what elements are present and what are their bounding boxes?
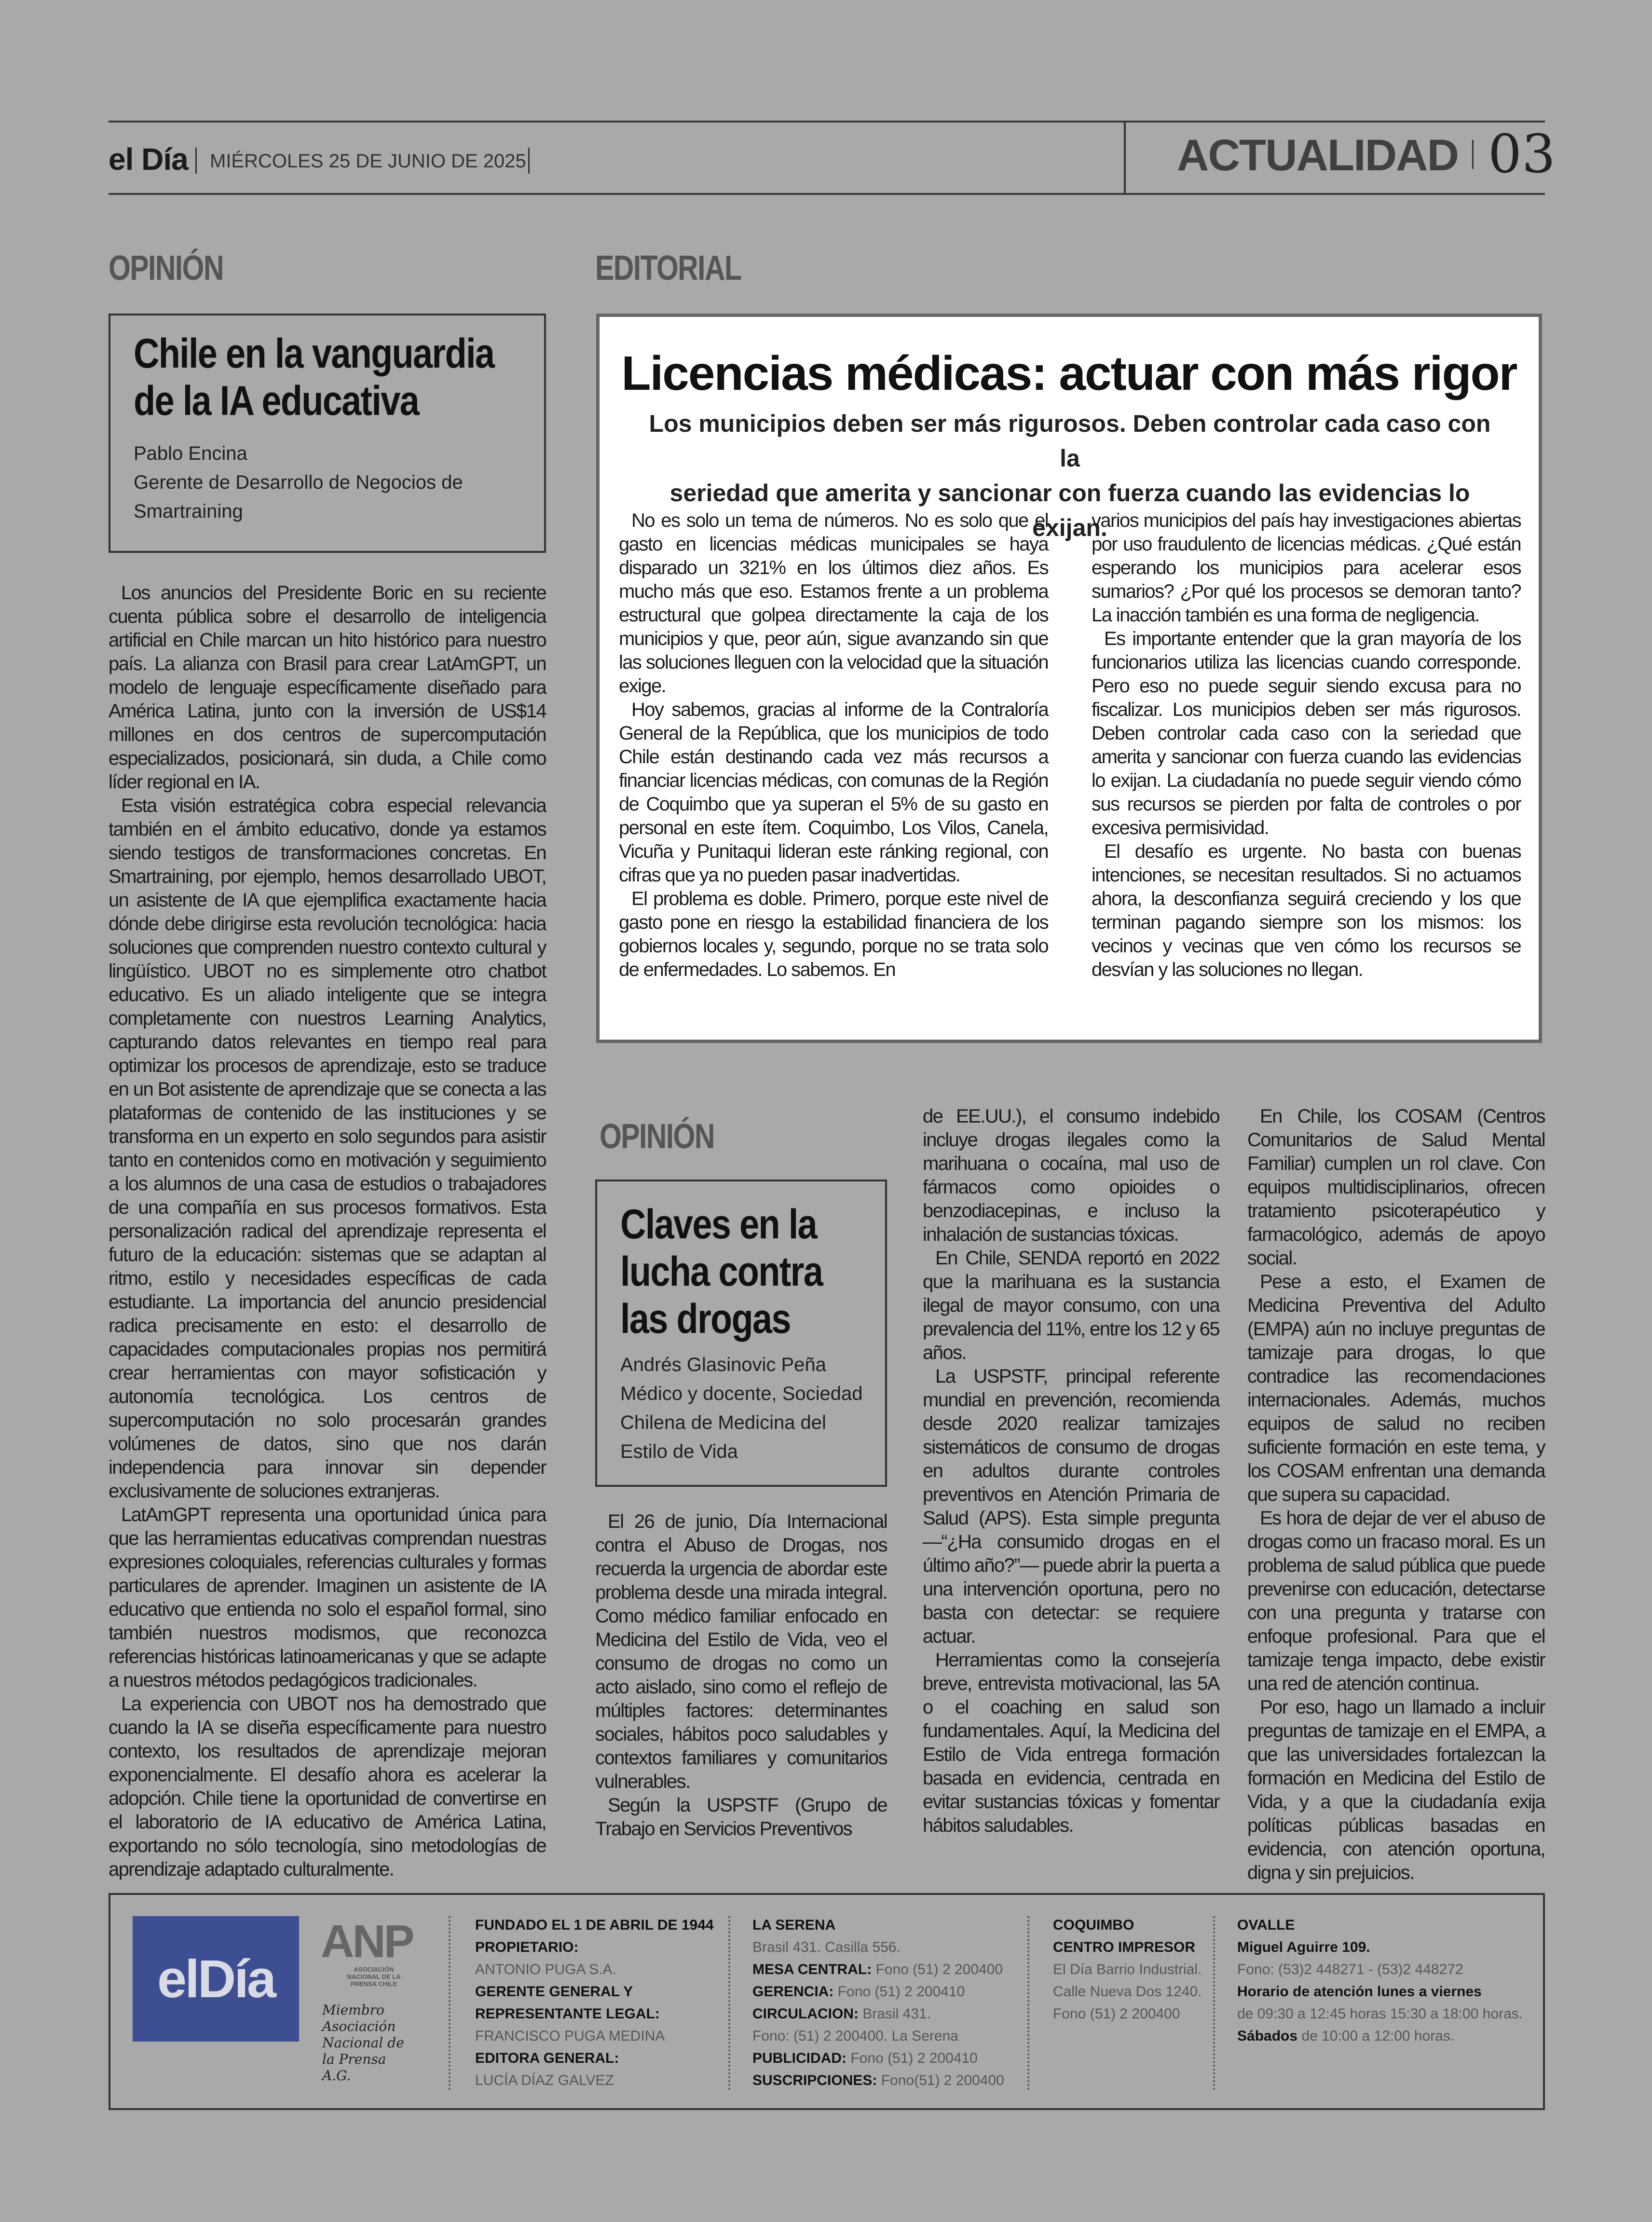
anp-logo: ANP <box>321 1916 413 1967</box>
header-divider <box>1124 122 1126 193</box>
editorial-subtitle: Los municipios deben ser más rigurosos. Deben controlar cada caso con la seriedad que amerita y sancionar con fuerza cuando las evidencias lo exijan. <box>649 410 1491 541</box>
footer-div-2 <box>728 1916 730 2090</box>
anp-subtitle: ASOCIACIÓN NACIONAL DE LA PRENSA CHILE <box>347 1966 401 1988</box>
footer-logo: elDía <box>133 1916 299 2042</box>
opinion2-col3: En Chile, los COSAM (Centros Comunitarios de Salud Mental Familiar) cumplen un rol clave. Con equipos multidisciplinarios, ofrecen tratamiento psicoterapéutico y farmacológico, además de apoyo social. Pese a esto, el Examen de Medicina Preventiva del Adulto (EMPA) aún no incluye preguntas de tamizaje para drogas, lo que contradice las recomendaciones internacionales. Además, muchos equipos de salud no reciben suficiente formación en este tema, y los COSAM enfrentan una demanda que supera su capacidad. Es hora de dejar de ver el abuso de drogas como un fracaso moral. Es un problema de salud pública que puede prevenirse con educación, detectarse con una pregunta y tratarse con enfoque profesional. Para que el tamizaje tenga impacto, debe existir una red de atención continua. Por eso, hago un llamado a incluir preguntas de tamizaje en el EMPA, a que las universidades fortalezcan la formación en Medicina del Estilo de Vida, y a que la ciudadanía exija políticas públicas basadas en evidencia, con atención oportuna, digna y sin prejuicios. <box>1247 1106 1545 1883</box>
opinion2-col1: El 26 de junio, Día Internacional contra el Abuso de Drogas, nos recuerda la urgencia de abordar este problema desde una mirada integral. Como médico familiar enfocado en Medicina del Estilo de Vida, veo el consumo de drogas no como un acto aislado, sino como el reflejo de múltiples factores: determinantes sociales, hábitos poco saludables y contextos familiares y comunitarios vulnerables. Según la USPSTF (Grupo de Trabajo en Servicios Preventivos <box>595 1511 887 1839</box>
opinion1-title: Chile en la vanguardia de la IA educativa <box>134 330 494 424</box>
brand-logo: el Día <box>109 142 188 177</box>
opinion1-body: Los anuncios del Presidente Boric en su reciente cuenta pública sobre el desarrollo de inteligencia artificial en Chile marcan un hito histórico para nuestro país. La alianza con Brasil para crear LatAmGPT, un modelo de lenguaje específicamente diseñado para América Latina, junto con la inversión de US$14 millones en dos centros de supercomputación especializados, posicionará, sin duda, a Chile como líder regional en IA. Esta visión estratégica cobra especial relevancia también en el ámbito educativo, donde ya estamos siendo testigos de transformaciones concretas. En Smartraining, por ejemplo, hemos desarrollado UBOT, un asistente de IA que ejemplifica exactamente hacia dónde debe dirigirse esta revolución tecnológica: hacia soluciones que comprenden nuestro contexto cultural y lingüístico. UBOT no es simplemente otro chatbot educativo. Es un aliado inteligente que se integra completamente con nuestros Learning Analytics, capturando datos relevantes en tiempo real para optimizar los procesos de aprendizaje, esto se traduce en un Bot asistente de aprendizaje que se conecta a las plataformas de contenido de las instituciones y se transforma en un experto en solo segundos para asistir tanto en contenidos como en motivación y seguimiento a los alumnos de una casa de estudios o trabajadores de una compañía en sus procesos formativos. Esta personalización radical del aprendizaje representa el futuro de la educación: sistemas que se adaptan al ritmo, estilo y necesidades específicas de cada estudiante. La importancia del anuncio presidencial radica precisamente en esto: el desarrollo de capacidades computacionales propias nos permitirá crear herramientas con mayor sofisticación y autonomía tecnológica. Los centros de supercomputación no solo procesarán grandes volúmenes de datos, sino que nos darán independencia para innovar sin depender exclusivamente de soluciones extranjeras. LatAmGPT representa una oportunidad única para que las herramientas educativas comprendan nuestras expresiones coloquiales, referencias culturales y formas particulares de aprender. Imaginen un asistente de IA educativo que entienda no solo el español formal, sino también nuestros modismos, que reconozca referencias históricas latinoamericanas y que se adapte a nuestros métodos pedagógicos tradicionales. La experiencia con UBOT nos ha demostrado que cuando la IA se diseña específicamente para nuestro contexto, los resultados de aprendizaje mejoran exponencialmente. El desafío ahora es acelerar la adopción. Chile tiene la oportunidad de convertirse en el laboratorio de IA educativo de América Latina, exportando no sólo tecnología, sino metodologías de aprendizaje adaptado culturalmente. <box>109 582 546 1880</box>
editorial-box <box>596 314 1542 1043</box>
opinion2-author: Andrés Glasinovic Peña <box>620 1354 826 1375</box>
header-top-rule <box>109 121 1545 123</box>
footer-div-1 <box>449 1916 451 2090</box>
editorial-title: Licencias médicas: actuar con más rigor <box>621 346 1517 400</box>
footer-col-laserena: LA SERENA Brasil 431. Casilla 556. MESA CENTRAL: Fono (51) 2 200400 GERENCIA: Fono (51) 2 200410 CIRCULACION: Brasil 431. Fono: (51) 2 200400. La Serena PUBLICIDAD: Fono (51) 2 200410 SUSCRIPCIONES: Fono(51) 2 200400 <box>752 1917 1004 2088</box>
anp-member: Miembro Asociación Nacional de la Prensa A.G. <box>322 2002 404 2084</box>
editorial-kicker: EDITORIAL <box>595 249 741 288</box>
footer-col-founded: FUNDADO EL 1 DE ABRIL DE 1944 PROPIETARIO: ANTONIO PUGA S.A. GERENTE GENERAL Y REPRESENTANTE LEGAL: FRANCISCO PUGA MEDINA EDITORA GENERAL: LUCÍA DÍAZ GALVEZ <box>475 1917 714 2088</box>
opinion1-kicker: OPINIÓN <box>109 249 223 288</box>
opinion2-col2: de EE.UU.), el consumo indebido incluye drogas ilegales como la marihuana o cocaína, mal uso de fármacos como opioides o benzodiacepinas, e incluso la inhalación de sustancias tóxicas. En Chile, SENDA reportó en 2022 que la marihuana es la sustancia ilegal de mayor consumo, con una prevalencia del 11%, entre los 12 y 65 años. La USPSTF, principal referente mundial en prevención, recomienda desde 2020 realizar tamizajes sistemáticos de consumo de drogas en adultos durante controles preventivos en Atención Primaria de Salud (APS). Esta simple pregunta —“¿Ha consumido drogas en el último año?”— puede abrir la puerta a una intervención oportuna, pero no basta con detectar: se requiere actuar. Herramientas como la consejería breve, entrevista motivacional, las 5A o el coaching en salud son fundamentales. Aquí, la Medicina del Estilo de Vida entrega formación basada en evidencia, centrada en evitar sustancias tóxicas y fomentar hábitos saludables. <box>923 1106 1219 1836</box>
opinion2-kicker: OPINIÓN <box>600 1117 714 1156</box>
header-bottom-rule <box>109 193 1545 195</box>
footer-div-4 <box>1213 1916 1215 2090</box>
opinion1-author: Pablo Encina <box>134 443 247 464</box>
section-title: ACTUALIDAD <box>1177 131 1459 180</box>
header-sep-1 <box>195 148 197 174</box>
header-sep-2 <box>528 148 530 174</box>
footer-col-coquimbo: COQUIMBO CENTRO IMPRESOR El Día Barrio Industrial. Calle Nueva Dos 1240. Fono (51) 2 200400 <box>1053 1917 1202 2022</box>
opinion2-title-box <box>595 1180 887 1487</box>
page-number: 03 <box>1488 123 1556 185</box>
opinion1-byline: Pablo Encina Gerente de Desarrollo de Negocios de Smartraining <box>134 439 529 526</box>
editorial-col2: varios municipios del país hay investigaciones abiertas por uso fraudulento de licencias médicas. ¿Qué están esperando los municipios para acelerar esos sumarios? ¿Por qué los procesos se demoran tanto? La inacción también es una forma de negligencia. Es importante entender que la gran mayoría de los funcionarios utiliza las licencias cuando corresponde. Pero eso no puede seguir siendo excusa para no fiscalizar. Los municipios deben ser más rigurosos. Deben controlar cada caso con la seriedad que amerita y sancionar con fuerza cuando las evidencias lo exijan. La ciudadanía no puede seguir viendo cómo sus recursos se pierden por falta de controles o por excesiva permisividad. El desafío es urgente. No basta con buenas intenciones, se necesitan resultados. Si no actuamos ahora, la desconfianza seguirá creciendo y los que terminan pagando siempre son los mismos: los vecinos y vecinas que ven cómo los recursos se desvían y las soluciones no llegan. <box>1092 510 1521 980</box>
editorial-col1: No es solo un tema de números. No es solo que el gasto en licencias médicas municipales se haya disparado un 321% en los últimos diez años. Es mucho más que eso. Estamos frente a un problema estructural que golpea directamente la caja de los municipios y que, peor aún, sigue avanzando sin que las soluciones lleguen con la velocidad que la situación exige. Hoy sabemos, gracias al informe de la Contraloría General de la República, que los municipios de todo Chile están destinando cada vez más recursos a financiar licencias médicas, con comunas de la Región de Coquimbo que ya superan el 5% de su gasto en personal en este ítem. Coquimbo, Los Vilos, Canela, Vicuña y Punitaqui lideran este ránking regional, con cifras que ya no pueden pasar inadvertidas. El problema es doble. Primero, porque este nivel de gasto pone en riesgo la estabilidad financiera de los gobiernos locales y, segundo, porque no se trata solo de enfermedades. Lo sabemos. En <box>619 510 1048 980</box>
opinion2-title: Claves en la lucha contra las drogas <box>620 1201 823 1342</box>
header-sep-3 <box>1472 140 1474 169</box>
opinion2-byline: Andrés Glasinovic Peña Médico y docente, Sociedad Chilena de Medicina del Estilo de Vida <box>620 1350 881 1466</box>
header-date: MIÉRCOLES 25 DE JUNIO DE 2025 <box>210 151 526 172</box>
footer-col-ovalle: OVALLE Miguel Aguirre 109. Fono: (53)2 448271 - (53)2 448272 Horario de atención lunes a viernes de 09:30 a 12:45 horas 15:30 a 18:00 horas. Sábados de 10:00 a 12:00 horas. <box>1237 1917 1523 2044</box>
footer-div-3 <box>1027 1916 1029 2090</box>
opinion1-title-box <box>109 314 546 553</box>
